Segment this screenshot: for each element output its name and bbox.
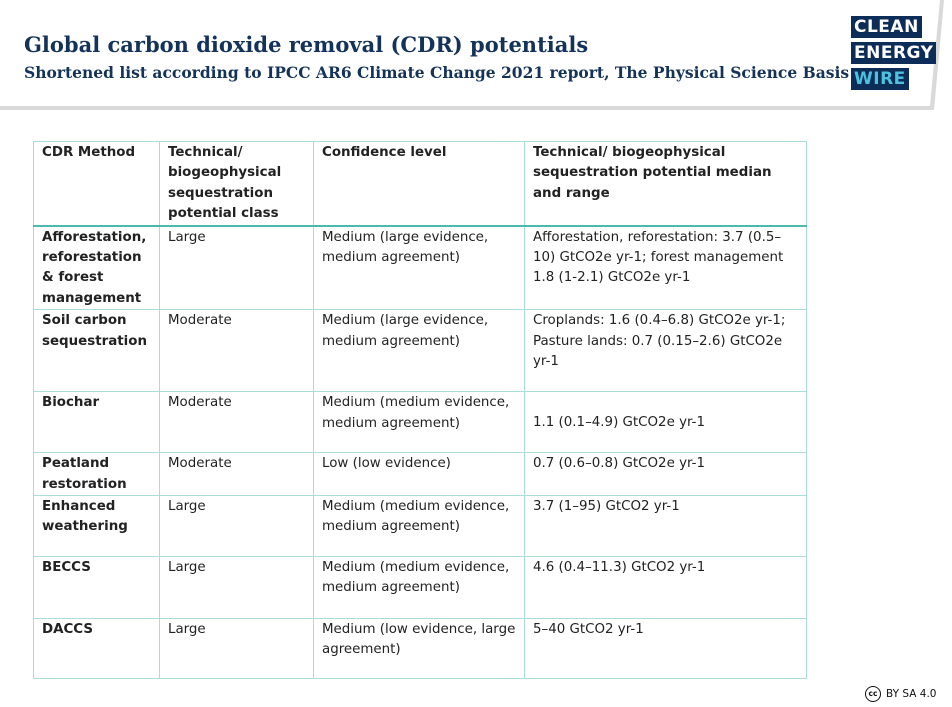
table-row bbox=[34, 310, 807, 392]
page-title: Global carbon dioxide removal (CDR) potentials bbox=[24, 32, 589, 57]
header-band bbox=[0, 0, 952, 112]
cell-method: BECCS bbox=[34, 557, 160, 619]
cell-method: Soil carbon sequestration bbox=[34, 310, 160, 392]
logo-line-wire: WIRE bbox=[851, 68, 909, 90]
cell-potential: 4.6 (0.4–11.3) GtCO2 yr-1 bbox=[525, 557, 807, 619]
cell-confidence: Medium (large evidence, medium agreement) bbox=[314, 310, 525, 392]
cell-confidence: Medium (large evidence, medium agreement) bbox=[314, 226, 525, 310]
cell-confidence: Medium (medium evidence, medium agreement) bbox=[314, 392, 525, 453]
table-row bbox=[34, 226, 807, 310]
logo-line-clean: CLEAN bbox=[851, 16, 922, 38]
table-row bbox=[34, 453, 807, 496]
cell-confidence: Low (low evidence) bbox=[314, 453, 525, 496]
cell-potential: Afforestation, reforestation: 3.7 (0.5–10) GtCO2e yr-1; forest management 1.8 (1-2.1) GtCO2e yr-1 bbox=[525, 226, 807, 310]
column-header-confidence: Confidence level bbox=[314, 142, 525, 226]
cell-method: Biochar bbox=[34, 392, 160, 453]
cell-potential: Croplands: 1.6 (0.4–6.8) GtCO2e yr-1; Pasture lands: 0.7 (0.15–2.6) GtCO2e yr-1 bbox=[525, 310, 807, 392]
cell-confidence: Medium (medium evidence, medium agreement) bbox=[314, 496, 525, 557]
cc-icon: cc bbox=[865, 686, 881, 702]
column-header-potential: Technical/ biogeophysical sequestration potential median and range bbox=[525, 142, 807, 226]
cell-method: Enhanced weathering bbox=[34, 496, 160, 557]
cell-class: Moderate bbox=[160, 453, 314, 496]
license-badge bbox=[865, 686, 936, 702]
cell-class: Large bbox=[160, 226, 314, 310]
cdr-table bbox=[33, 141, 807, 679]
cell-class: Large bbox=[160, 496, 314, 557]
page-subtitle: Shortened list according to IPCC AR6 Climate Change 2021 report, The Physical Science Basis bbox=[24, 63, 850, 82]
cell-class: Large bbox=[160, 619, 314, 679]
cell-class: Moderate bbox=[160, 392, 314, 453]
table-row bbox=[34, 392, 807, 453]
cell-method: Afforestation, reforestation & forest management bbox=[34, 226, 160, 310]
cell-class: Moderate bbox=[160, 310, 314, 392]
table-row bbox=[34, 557, 807, 619]
table-row bbox=[34, 619, 807, 679]
table-row bbox=[34, 496, 807, 557]
column-header-class: Technical/ biogeophysical sequestration potential class bbox=[160, 142, 314, 226]
logo-line-energy: ENERGY bbox=[851, 42, 936, 64]
cell-confidence: Medium (medium evidence, medium agreement) bbox=[314, 557, 525, 619]
column-header-method: CDR Method bbox=[34, 142, 160, 226]
cell-confidence: Medium (low evidence, large agreement) bbox=[314, 619, 525, 679]
cell-potential: 3.7 (1–95) GtCO2 yr-1 bbox=[525, 496, 807, 557]
cell-method: Peatland restoration bbox=[34, 453, 160, 496]
license-text: BY SA 4.0 bbox=[886, 688, 937, 700]
cell-potential bbox=[525, 392, 807, 453]
cell-method: DACCS bbox=[34, 619, 160, 679]
cell-potential: 0.7 (0.6–0.8) GtCO2e yr-1 bbox=[525, 453, 807, 496]
clean-energy-wire-logo bbox=[851, 16, 934, 92]
cell-potential: 5–40 GtCO2 yr-1 bbox=[525, 619, 807, 679]
cell-potential-text: 1.1 (0.1–4.9) GtCO2e yr-1 bbox=[533, 415, 705, 431]
cell-class: Large bbox=[160, 557, 314, 619]
table-header-row bbox=[34, 142, 807, 226]
